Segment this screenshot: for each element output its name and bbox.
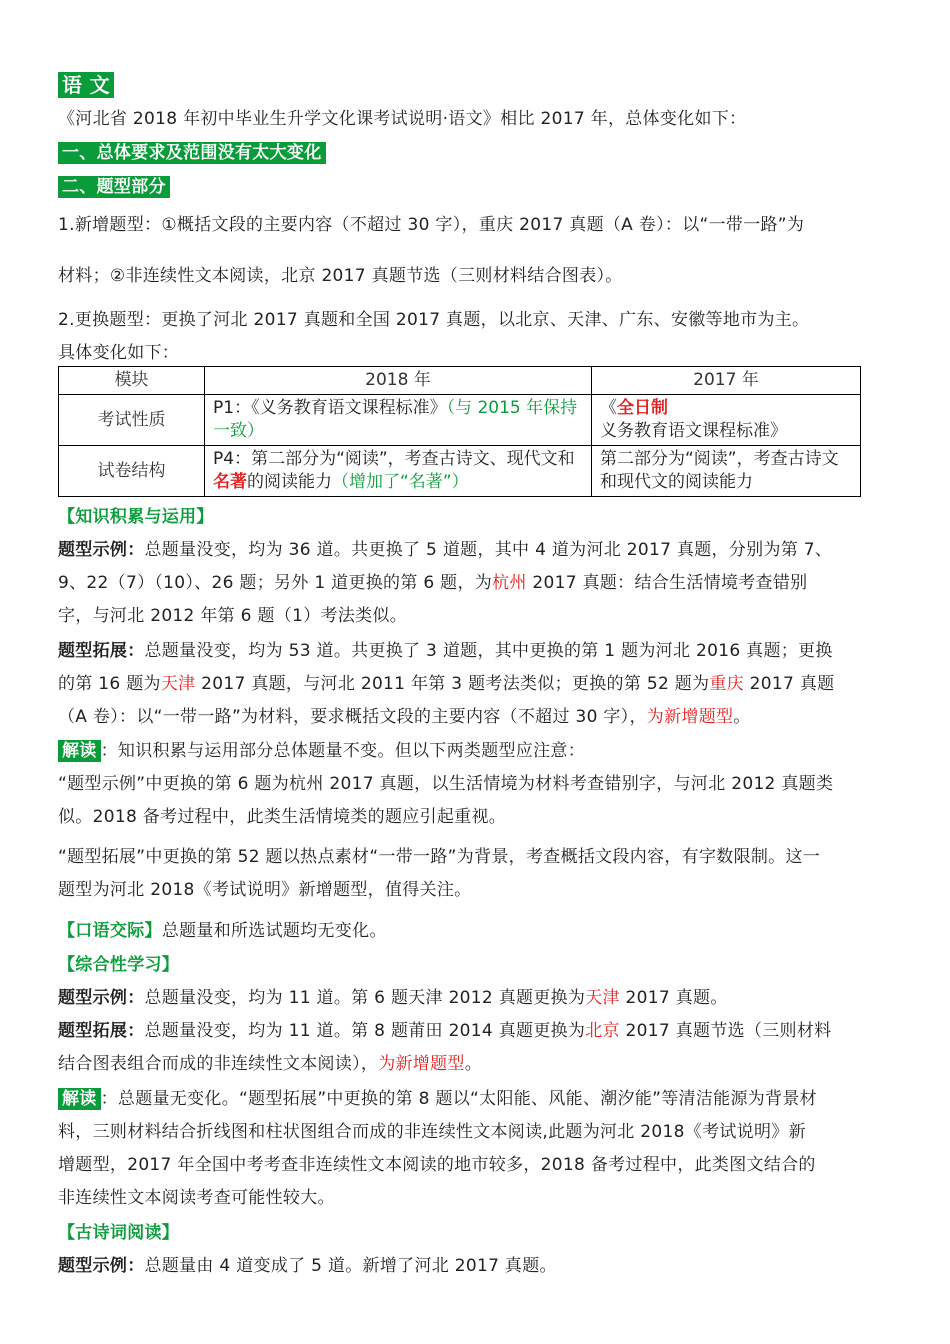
knowledge-example-line2 <box>58 572 807 594</box>
table-row <box>59 446 861 497</box>
para-replaced-types: 2.更换题型：更换了河北 2017 真题和全国 2017 真题，以北京、天津、广东、安徽等地市为主。 <box>58 310 810 330</box>
section-ancient-poetry-heading: 【古诗词阅读】 <box>58 1223 180 1243</box>
comprehensive-expand-line2 <box>58 1053 482 1075</box>
para-new-types-line1: 1.新增题型：①概括文段的主要内容（不超过 30 字），重庆 2017 真题（A 卷）：以“一带一路”为 <box>58 215 805 235</box>
text: ：知识积累与运用部分总体题量不变。但以下两类题型应注意： <box>100 741 586 761</box>
text: 9、22（7）（10）、26 题；另外 1 道更换的第 6 题，为 <box>58 573 493 593</box>
label-example: 题型示例： <box>58 988 145 1008</box>
row-label-exam-nature: 考试性质 <box>59 395 205 446</box>
text: （A 卷）：以“一带一路”为材料，要求概括文段的主要内容（不超过 30 字）， <box>58 707 647 727</box>
highlight-red: 为新增题型 <box>378 1054 465 1074</box>
text: ：总题量无变化。“题型拓展”中更换的第 8 题以“太阳能、风能、潮汐能”等清洁能源为背景材 <box>100 1089 817 1109</box>
knowledge-expand-line1 <box>58 640 833 662</box>
cell-2017-paper-structure: 第二部分为“阅读”，考查古诗文和现代文的阅读能力 <box>592 446 861 497</box>
para-specific-changes: 具体变化如下： <box>58 343 180 363</box>
highlight-red: 北京 <box>585 1021 620 1041</box>
label-example: 题型示例： <box>58 540 145 560</box>
knowledge-interpret-line1 <box>58 740 585 762</box>
section-oral-heading: 【口语交际】 <box>58 921 162 941</box>
knowledge-interpret-line2: “题型示例”中更换的第 6 题为杭州 2017 真题，以生活情境为材料考查错别字，与河北 2012 真题类 <box>58 774 834 794</box>
cell-text: 义务教育语文课程标准》 <box>600 421 787 441</box>
comprehensive-interpret-line1 <box>58 1088 817 1110</box>
knowledge-interpret-line5: 题型为河北 2018《考试说明》新增题型，值得关注。 <box>58 880 472 900</box>
label-expand: 题型拓展： <box>58 1021 145 1041</box>
highlight-red: 天津 <box>160 674 196 694</box>
text: 总题量没变，均为 11 道。第 6 题天津 2012 真题更换为 <box>144 988 586 1008</box>
text: 2017 真题。 <box>619 988 728 1008</box>
knowledge-interpret-line4: “题型拓展”中更换的第 52 题以热点素材“一带一路”为背景，考查概括文段内容，有字数限制。这一 <box>58 847 821 867</box>
header-2018: 2018 年 <box>205 367 592 395</box>
comprehensive-interpret-line3: 增题型，2017 年全国中考考查非连续性文本阅读的地市较多，2018 备考过程中，此类图文结合的 <box>58 1155 816 1175</box>
interpret-badge: 解读 <box>58 740 101 762</box>
cell-note-green: （与 2015 年保持一致） <box>213 398 578 441</box>
interpret-badge: 解读 <box>58 1088 101 1110</box>
section-comprehensive-heading: 【综合性学习】 <box>58 955 180 975</box>
text: 2017 真题，与河北 2011 年第 3 题考法类似；更换的第 52 题为 <box>195 674 710 694</box>
cell-text: 《 <box>600 398 617 418</box>
text: 。 <box>464 1054 483 1074</box>
table-row <box>59 395 861 446</box>
highlight-red: 为新增题型 <box>646 707 734 727</box>
label-example: 题型示例： <box>58 1256 145 1276</box>
text: 的第 16 题为 <box>58 674 161 694</box>
text: 2017 真题节选（三则材料 <box>619 1021 832 1041</box>
heading-overall-text: 一、总体要求及范围没有太大变化 <box>58 142 326 164</box>
para-new-types-line2: 材料；②非连续性文本阅读，北京 2017 真题节选（三则材料结合图表）。 <box>58 266 623 286</box>
cell-highlight-red: 名著 <box>213 472 247 492</box>
text: 总题量由 4 道变成了 5 道。新增了河北 2017 真题。 <box>144 1256 557 1276</box>
text: 。 <box>733 707 751 727</box>
comprehensive-example <box>58 987 728 1009</box>
comprehensive-expand-line1 <box>58 1020 831 1042</box>
heading-overall <box>58 142 326 164</box>
highlight-red: 杭州 <box>492 573 527 593</box>
text: 2017 真题 <box>743 674 835 694</box>
text: 总题量没变，均为 11 道。第 8 题莆田 2014 真题更换为 <box>144 1021 586 1041</box>
knowledge-expand-line2 <box>58 673 834 695</box>
subject-title <box>58 72 114 98</box>
comparison-table <box>58 366 861 497</box>
poetry-example <box>58 1255 557 1277</box>
text: 总题量没变，均为 53 道。共更换了 3 道题，其中更换的第 1 题为河北 2016 真题；更换 <box>144 641 833 661</box>
subject-title-text: 语 文 <box>58 72 114 98</box>
section-oral-communication <box>58 920 387 942</box>
knowledge-example-line3: 字，与河北 2012 年第 6 题（1）考法类似。 <box>58 606 408 626</box>
cell-text: P4：第二部分为“阅读”，考查古诗文、现代文和 <box>213 449 575 469</box>
comprehensive-interpret-line2: 料，三则材料结合折线图和柱状图组合而成的非连续性文本阅读,此题为河北 2018《考试说明》新 <box>58 1122 806 1142</box>
text: 总题量没变，均为 36 道。共更换了 5 道题，其中 4 道为河北 2017 真题，分别为第 7、 <box>144 540 833 560</box>
cell-highlight-red: 全日制 <box>617 398 668 418</box>
label-expand: 题型拓展： <box>58 641 145 661</box>
cell-text: P1：《义务教育语文课程标准》 <box>213 398 447 418</box>
heading-question-types <box>58 176 170 198</box>
knowledge-expand-line3 <box>58 706 751 728</box>
text: 2017 真题：结合生活情境考查错别 <box>526 573 808 593</box>
heading-question-types-text: 二、题型部分 <box>58 176 170 198</box>
highlight-red: 重庆 <box>709 674 744 694</box>
text: 总题量和所选试题均无变化。 <box>161 921 387 941</box>
highlight-red: 天津 <box>585 988 620 1008</box>
cell-2018-exam-nature <box>205 395 592 446</box>
cell-text: 的阅读能力 <box>247 472 332 492</box>
cell-2018-paper-structure <box>205 446 592 497</box>
header-module: 模块 <box>59 367 205 395</box>
cell-2017-exam-nature <box>592 395 861 446</box>
header-2017: 2017 年 <box>592 367 861 395</box>
section-knowledge-heading: 【知识积累与运用】 <box>58 507 214 527</box>
intro-text: 《河北省 2018 年初中毕业生升学文化课考试说明·语文》相比 2017 年，总体变化如下： <box>58 109 747 129</box>
row-label-paper-structure: 试卷结构 <box>59 446 205 497</box>
comprehensive-interpret-line4: 非连续性文本阅读考查可能性较大。 <box>58 1188 335 1208</box>
text: 结合图表组合而成的非连续性文本阅读）， <box>58 1054 379 1074</box>
table-header-row <box>59 367 861 395</box>
knowledge-example-line1 <box>58 539 832 561</box>
knowledge-interpret-line3: 似。2018 备考过程中，此类生活情境类的题应引起重视。 <box>58 807 507 827</box>
cell-note-green: （增加了“名著”） <box>332 472 469 492</box>
